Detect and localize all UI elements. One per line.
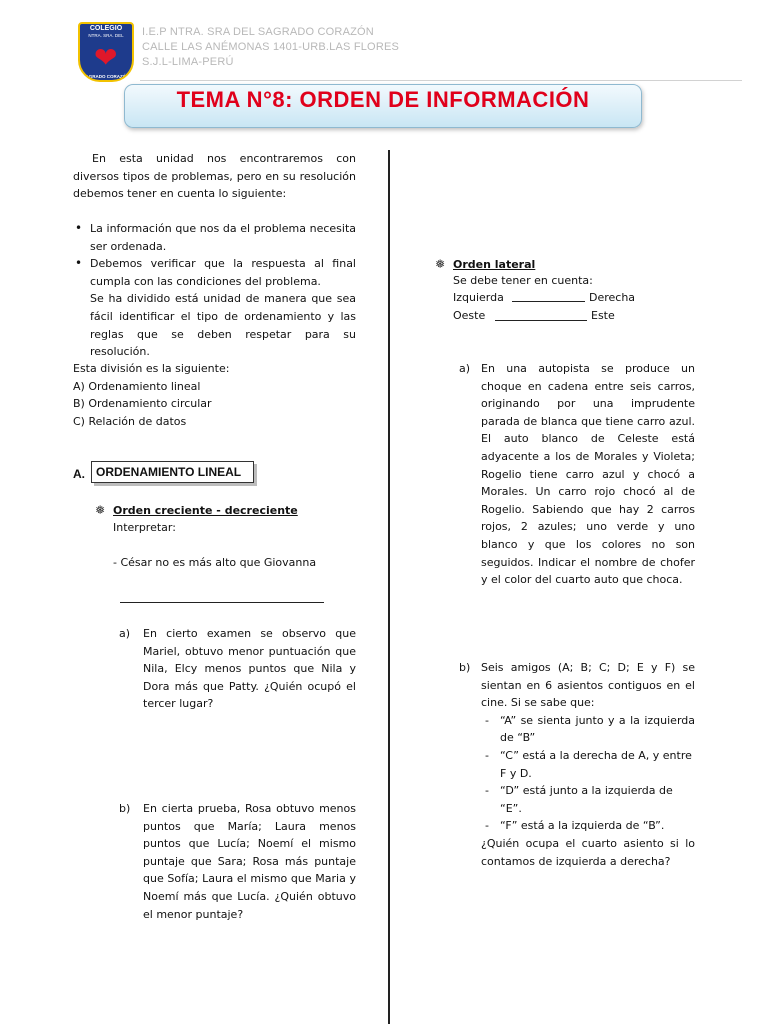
condition-item: - “A” se sienta junto y a la izquierda de “B”	[483, 712, 695, 747]
snowflake-bullet-icon: ❅	[435, 257, 446, 271]
problem-b-body	[481, 659, 695, 870]
school-logo	[78, 22, 134, 82]
school-address: CALLE LAS ANÉMONAS 1401-URB.LAS FLORES	[142, 41, 400, 53]
problem-text: En cierta prueba, Rosa obtuvo menos puntos que María; Laura menos puntos que Lucía; Noemí el mismo puntaje que Sara; Rosa más puntaje que Sofía; Laura el mismo que Maria y Noemí más que Lucía. ¿Quién obtuvo el menor puntaje?	[143, 802, 356, 921]
problem-label: b)	[119, 802, 131, 815]
condition-item: - “C” está a la derecha de A, y entre F y D.	[483, 747, 695, 782]
answer-line	[120, 602, 324, 603]
direction-row-left: Izquierda	[453, 291, 504, 304]
lateral-note: Se debe tener en cuenta:	[453, 274, 593, 287]
page-title: TEMA N°8: ORDEN DE INFORMACIÓN	[176, 87, 590, 112]
bullet-continuation: Se ha dividido está unidad de manera que sea fácil identificar el tipo de ordenamiento y las reglas que se deben respetar para su resolución.	[90, 292, 356, 359]
division-list	[73, 360, 356, 430]
header-divider	[140, 80, 742, 81]
subsection-title: Orden lateral	[453, 258, 536, 271]
bullet-item: • La información que nos da el problema necesita ser ordenada.	[73, 220, 356, 255]
problem-question: ¿Quién ocupa el cuarto asiento si lo contamos de izquierda a derecha?	[481, 836, 695, 868]
interpret-label: Interpretar:	[113, 521, 176, 534]
heart-icon: ❤	[94, 41, 118, 74]
logo-top-text: COLEGIO NTRA. SRA. DEL	[88, 25, 124, 38]
problem-text: En cierto examen se observo que Mariel, obtuvo menor puntuación que Nila, Elcy menos puntos que Nila y Dora más que Patty. ¿Quién ocupó el tercer lugar?	[143, 627, 356, 711]
subsection-title: Orden creciente - decreciente	[113, 504, 298, 517]
direction-line	[512, 301, 585, 302]
bullet-list	[73, 220, 356, 361]
direction-row-right: Este	[591, 309, 615, 322]
example-statement: - César no es más alto que Giovanna	[113, 556, 317, 569]
division-heading: Esta división es la siguiente:	[73, 362, 230, 375]
page-title-box	[124, 84, 642, 128]
intro-paragraph: En esta unidad nos encontraremos con diversos tipos de problemas, pero en su resolución debemos tener en cuenta lo siguiente:	[73, 152, 356, 201]
school-name: I.E.P NTRA. SRA DEL SAGRADO CORAZÓN	[142, 26, 374, 38]
section-letter: A.	[73, 467, 85, 481]
school-info	[142, 25, 399, 70]
problem-label: a)	[459, 362, 471, 375]
division-item: A) Ordenamiento lineal	[73, 379, 201, 393]
bullet-item: • Debemos verificar que la respuesta al final cumpla con las condiciones del problema.	[73, 255, 356, 290]
condition-item: - “D” está junto a la izquierda de “E”.	[483, 782, 695, 817]
direction-row-left: Oeste	[453, 309, 486, 322]
problem-label: a)	[119, 627, 131, 640]
problem-label: b)	[459, 661, 471, 674]
snowflake-bullet-icon: ❅	[95, 503, 106, 517]
section-title: ORDENAMIENTO LINEAL	[91, 461, 254, 483]
problem-text: Seis amigos (A; B; C; D; E y F) se sientan en 6 asientos contiguos en el cine. Si se sabe que:	[481, 661, 695, 710]
division-item: C) Relación de datos	[73, 414, 187, 428]
school-location: S.J.L-LIMA-PERÚ	[142, 56, 234, 68]
logo-bottom-text: SAGRADO CORAZÓN	[82, 74, 130, 79]
direction-row-right: Derecha	[589, 291, 636, 304]
direction-line	[495, 320, 587, 321]
problem-text: En una autopista se produce un choque en cadena entre seis carros, originando por una imprudente parada de blanca que tiene carro azul. El auto blanco de Celeste está adyacente a los de Morales y Violeta; Rogelio tiene carro azul y chocó a Morales. Un carro rojo chocó al de Rogelio. Sabiendo que hay 2 carros rojos, 2 azules; uno verde y uno blanco y que los colores no son seguidos. Indicar el nombre de chofer y el color del cuarto auto que choca.	[481, 362, 695, 587]
condition-item: - “F” está a la izquierda de “B”.	[483, 817, 695, 835]
division-item: B) Ordenamiento circular	[73, 397, 212, 411]
column-divider	[388, 150, 390, 1024]
